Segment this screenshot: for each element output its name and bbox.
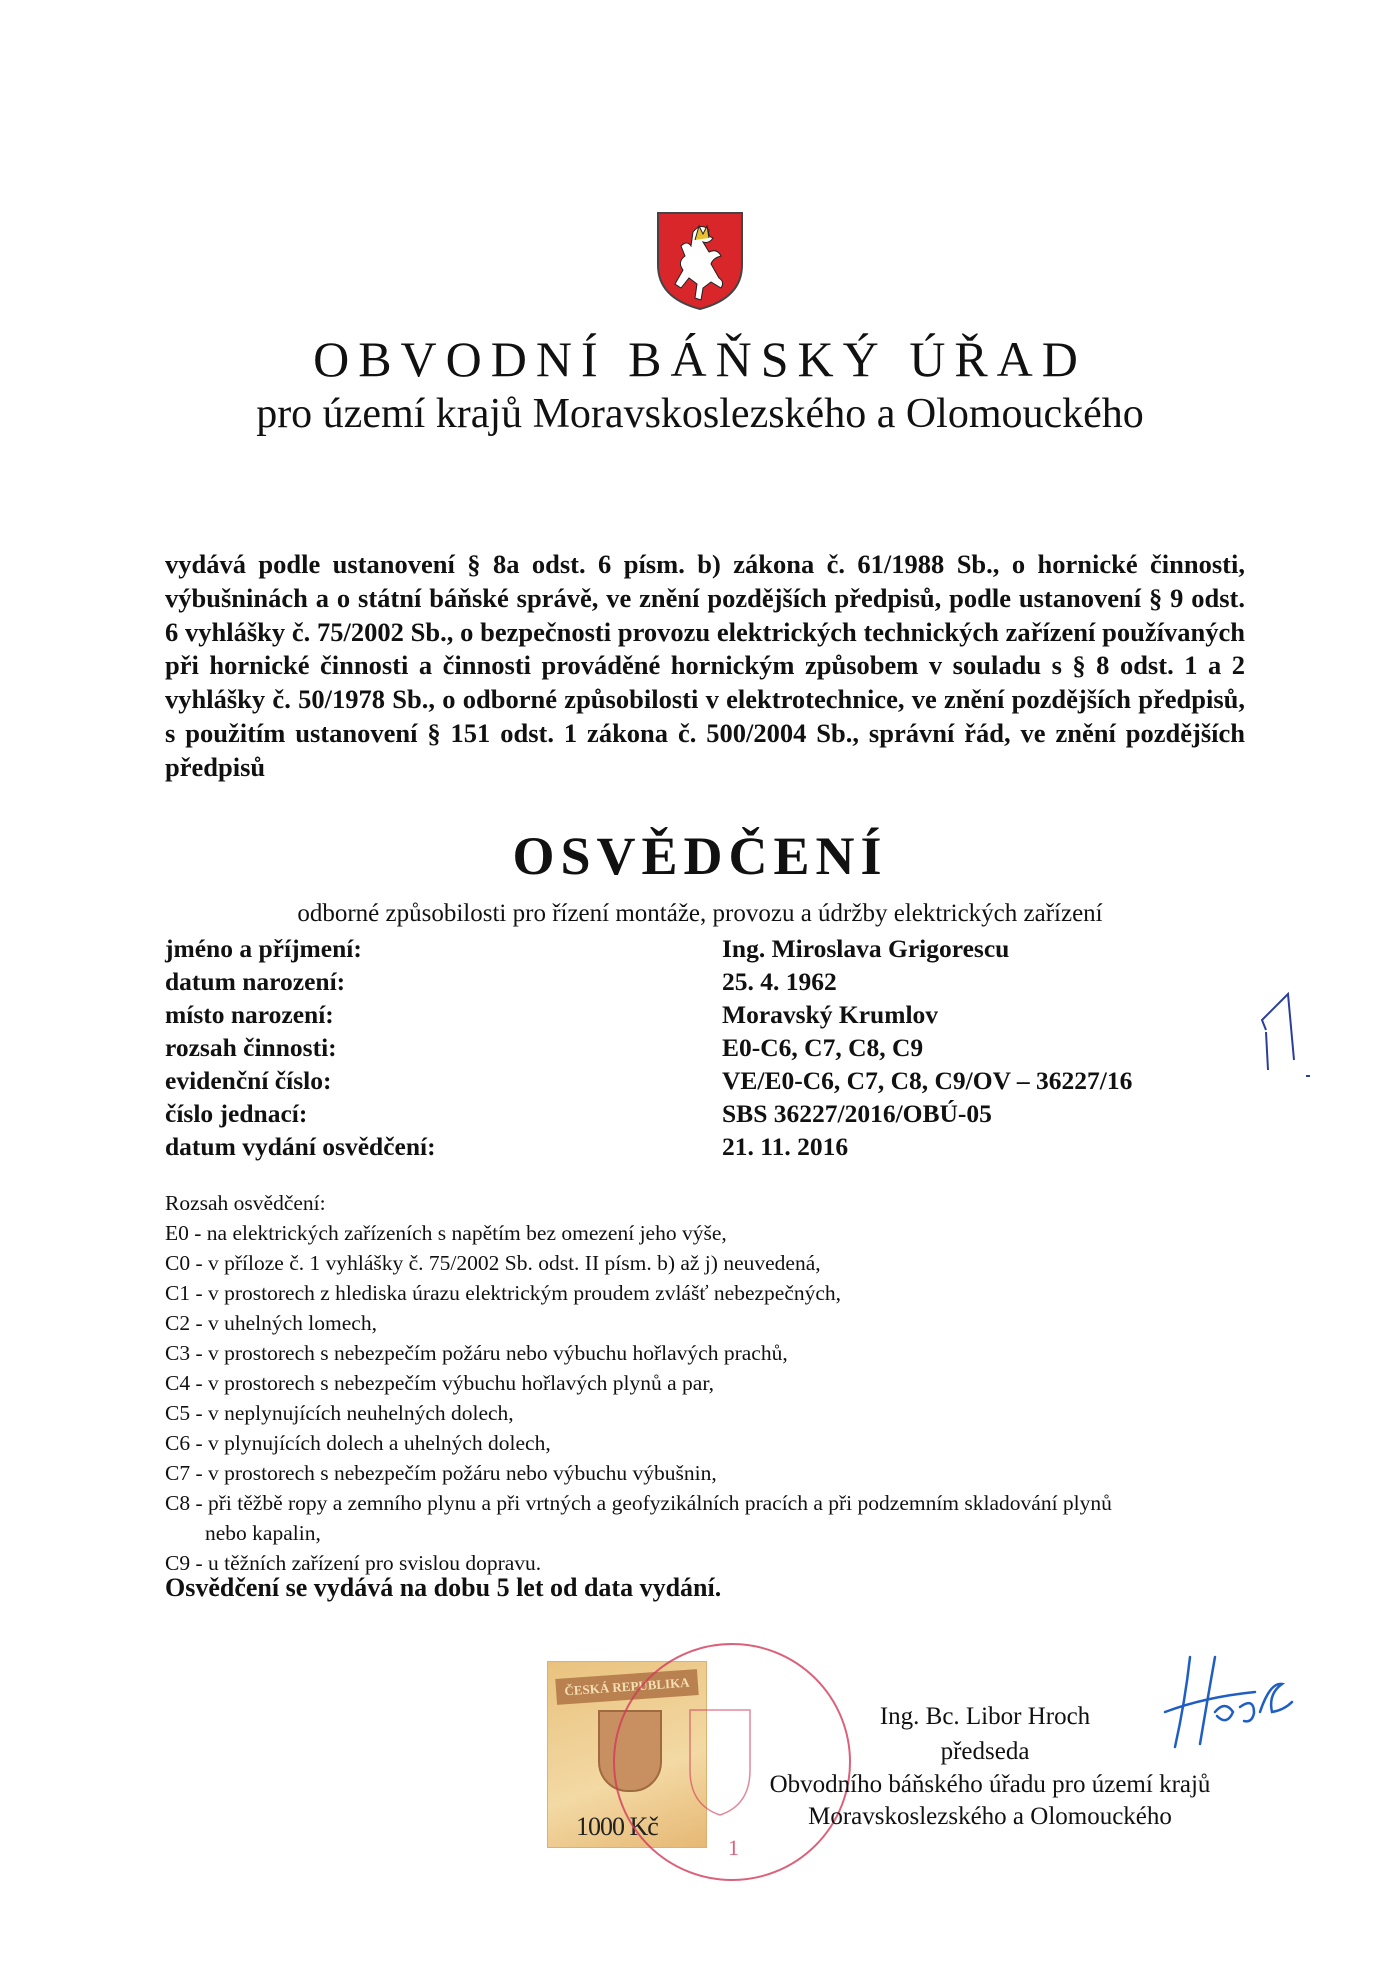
field-value: Ing. Miroslava Grigorescu xyxy=(722,934,1010,963)
scope-item: C4 - v prostorech s nebezpečím výbuchu hořlavých plynů a par, xyxy=(165,1371,715,1395)
field-value: E0-C6, C7, C8, C9 xyxy=(722,1033,924,1062)
official-seal-icon xyxy=(610,1640,855,1885)
stamp-banner: ČESKÁ REPUBLIKA xyxy=(555,1669,698,1705)
scope-item-continuation: nebo kapalin, xyxy=(205,1521,321,1545)
scope-item: C5 - v neplynujících neuhelných dolech, xyxy=(165,1401,514,1425)
field-label: datum narození: xyxy=(165,967,346,996)
field-label: číslo jednací: xyxy=(165,1099,308,1128)
field-value: 25. 4. 1962 xyxy=(722,967,837,996)
signatory-office-line1: Obvodního báňského úřadu pro území krajů xyxy=(769,1771,1211,1798)
stamp-value: 1000 Kč xyxy=(576,1812,658,1841)
handwritten-signature-icon xyxy=(1145,1652,1295,1752)
scope-item: C2 - v uhelných lomech, xyxy=(165,1311,377,1335)
certificate-subheading: odborné způsobilosti pro řízení montáže, provozu a údržby elektrických zařízení xyxy=(297,900,1103,927)
field-row xyxy=(165,1031,1265,1064)
field-row xyxy=(165,932,1265,965)
field-row xyxy=(165,1097,1265,1130)
certificate-heading: OSVĚDČENÍ xyxy=(512,826,888,886)
scope-item: C1 - v prostorech z hlediska úrazu elektrickým proudem zvlášť nebezpečných, xyxy=(165,1281,842,1305)
field-label: evidenční číslo: xyxy=(165,1066,332,1095)
field-label: jméno a příjmení: xyxy=(165,934,362,963)
scope-item: E0 - na elektrických zařízeních s napětím bez omezení jeho výše, xyxy=(165,1221,727,1245)
field-value: SBS 36227/2016/OBÚ-05 xyxy=(722,1099,992,1128)
signatory-office-line2: Moravskoslezského a Olomouckého xyxy=(808,1803,1172,1830)
scope-item: C0 - v příloze č. 1 vyhlášky č. 75/2002 Sb. odst. II písm. b) až j) neuvedená, xyxy=(165,1251,821,1275)
office-subtitle: pro území krajů Moravskoslezského a Olomouckého xyxy=(256,391,1144,437)
coat-of-arms-icon xyxy=(655,210,745,312)
field-value: 21. 11. 2016 xyxy=(722,1132,849,1161)
field-label: datum vydání osvědčení: xyxy=(165,1132,436,1161)
legal-preamble: vydává podle ustanovení § 8a odst. 6 písm. b) zákona č. 61/1988 Sb., o hornické činnosti, výbušninách a o státní báňské správě, ve znění pozdějších předpisů, podle ustanovení § 9 odst. 6 vyhlášky č. 75/2002 Sb., o bezpečnosti provozu elektrických technických zařízení používaných při hornické činnosti a činnosti prováděné hornickým způsobem v souladu s § 8 odst. 1 a 2 vyhlášky č. 50/1978 Sb., o odborné způsobilosti v elektrotechnice, ve znění pozdějších předpisů, s použitím ustanovení § 151 odst. 1 zákona č. 500/2004 Sb., správní řád, ve znění pozdějších předpisů xyxy=(165,549,1245,782)
field-value: VE/E0-C6, C7, C8, C9/OV – 36227/16 xyxy=(722,1066,1133,1095)
scope-list xyxy=(165,1188,1295,1578)
scope-item: C3 - v prostorech s nebezpečím požáru nebo výbuchu hořlavých prachů, xyxy=(165,1341,788,1365)
validity-statement: Osvědčení se vydává na dobu 5 let od data vydání. xyxy=(165,1573,722,1602)
field-row xyxy=(165,1130,1265,1163)
scope-item: C8 - při těžbě ropy a zemního plynu a při vrtných a geofyzikálních pracích a při podzemním skladování plynů xyxy=(165,1491,1112,1515)
field-label: místo narození: xyxy=(165,1000,334,1029)
certificate-fields xyxy=(165,932,1265,1163)
scope-item: C7 - v prostorech s nebezpečím požáru nebo výbuchu výbušnin, xyxy=(165,1461,717,1485)
field-label: rozsah činnosti: xyxy=(165,1033,337,1062)
seal-number: 1 xyxy=(728,1835,739,1860)
scope-item: C9 - u těžních zařízení pro svislou dopravu. xyxy=(165,1551,542,1575)
field-value: Moravský Krumlov xyxy=(722,1000,939,1029)
scope-item: C6 - v plynujících dolech a uhelných dolech, xyxy=(165,1431,551,1455)
signatory-name: Ing. Bc. Libor Hroch xyxy=(879,1703,1091,1730)
field-row xyxy=(165,998,1265,1031)
field-row xyxy=(165,965,1265,998)
office-title: OBVODNÍ BÁŇSKÝ ÚŘAD xyxy=(313,331,1087,387)
signatory-role: předseda xyxy=(940,1738,1030,1765)
handwritten-mark-icon xyxy=(1258,990,1314,1085)
field-row xyxy=(165,1064,1265,1097)
scope-heading: Rozsah osvědčení: xyxy=(165,1191,326,1215)
